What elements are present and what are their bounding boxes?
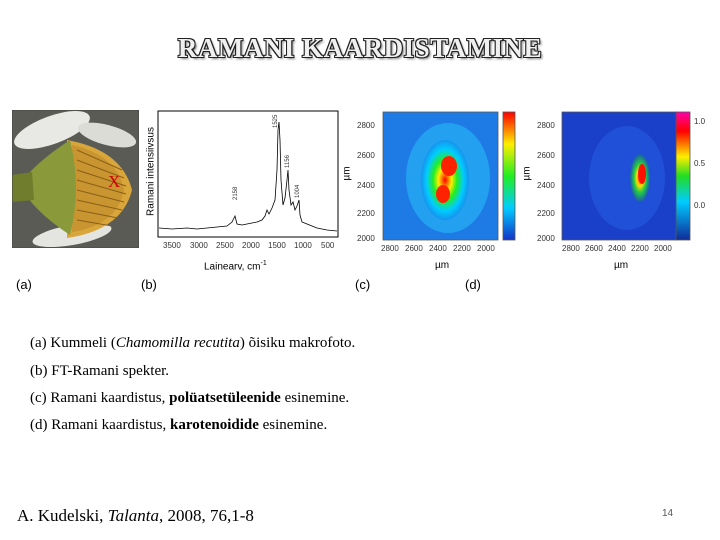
map-d-y-axis-unit: µm: [521, 166, 533, 181]
caption-a: (a) Kummeli (Chamomilla recutita) õisiku makrofoto.: [30, 335, 356, 351]
x-tick: 500: [321, 241, 335, 250]
panel-label-b: (b): [141, 277, 157, 292]
panel-label-c: (c): [355, 277, 371, 292]
colorbar-tick: 0.0: [694, 201, 706, 210]
y-tick: 2600: [357, 151, 375, 160]
y-tick: 2400: [537, 181, 555, 190]
y-tick: 2800: [537, 121, 555, 130]
map-c-x-axis-unit: µm: [435, 260, 450, 271]
page-number: 14: [662, 508, 674, 519]
x-tick: 2200: [631, 244, 649, 253]
x-tick: 2000: [477, 244, 495, 253]
map-d-colorbar-ticks: [694, 117, 706, 210]
slide-title: RAMANI KAARDISTAMINE: [177, 33, 543, 63]
photo-marker-x: X: [108, 172, 121, 191]
map-d-x-axis-unit: µm: [614, 260, 629, 271]
y-tick: 2200: [357, 209, 375, 218]
x-tick: 3000: [190, 241, 208, 250]
raman-spectrum-plot: [157, 110, 340, 256]
map-d-x-ticks: [562, 244, 672, 253]
y-tick: 2600: [537, 151, 555, 160]
colorbar-tick: 0.5: [694, 159, 706, 168]
peak-label-1004: 1004: [295, 184, 301, 198]
caption-b: (b) FT-Ramani spekter.: [30, 363, 170, 379]
y-tick: 2200: [537, 209, 555, 218]
x-tick: 1500: [268, 241, 286, 250]
x-tick: 2200: [453, 244, 471, 253]
colorbar-tick: 1.0: [694, 117, 706, 126]
spectrum-x-axis-label: Lainearv, $cm^{-1}$: [204, 260, 267, 273]
peak-label-2158: 2158: [233, 186, 239, 200]
map-d-y-ticks: [537, 121, 555, 243]
y-tick: 2000: [537, 234, 555, 243]
spectrum-y-axis-label: Ramani intensiivsus: [145, 127, 157, 216]
peak-label-1525: 1525: [273, 114, 279, 128]
x-tick: 2400: [608, 244, 626, 253]
x-tick: 1000: [294, 241, 312, 250]
raman-map-c: [353, 110, 521, 260]
x-tick: 2600: [405, 244, 423, 253]
y-tick: 2400: [357, 181, 375, 190]
panel-label-d: (d): [465, 277, 481, 292]
citation: A. Kudelski, Talanta, 2008, 76,1-8: [17, 506, 254, 525]
map-c-y-ticks: [357, 121, 375, 243]
panel-label-a: (a): [16, 277, 32, 292]
x-tick: 2800: [562, 244, 580, 253]
x-tick: 2500: [216, 241, 234, 250]
x-tick: 2000: [654, 244, 672, 253]
x-tick: 2000: [242, 241, 260, 250]
map-c-x-ticks: [381, 244, 495, 253]
peak-label-1156: 1156: [285, 155, 291, 168]
raman-map-d: [532, 110, 714, 260]
x-tick: 2600: [585, 244, 603, 253]
x-tick: 2400: [429, 244, 447, 253]
caption-c: (c) Ramani kaardistus, polüatsetüleenide esinemine.: [30, 390, 350, 406]
spectrum-x-ticks: [163, 241, 335, 250]
caption-d: (d) Ramani kaardistus, karotenoidide esinemine.: [30, 417, 328, 433]
y-tick: 2800: [357, 121, 375, 130]
x-tick: 3500: [163, 241, 181, 250]
x-tick: 2800: [381, 244, 399, 253]
map-c-y-axis-unit: µm: [341, 166, 353, 181]
y-tick: 2000: [357, 234, 375, 243]
